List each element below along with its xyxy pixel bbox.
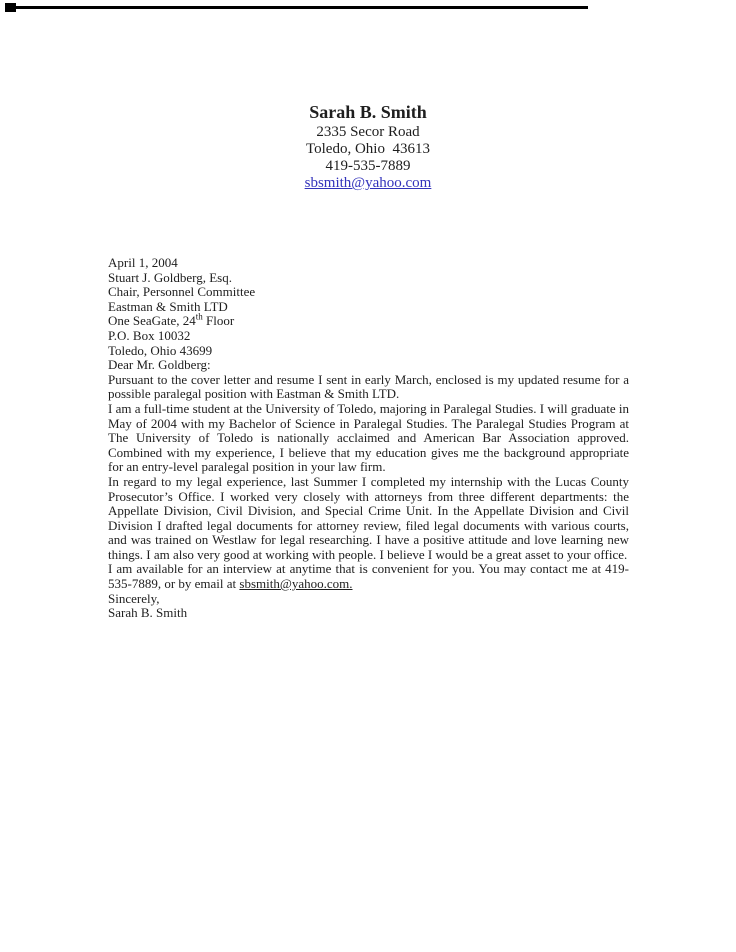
salutation: Dear Mr. Goldberg:: [108, 357, 211, 373]
contact-email-link[interactable]: sbsmith@yahoo.com.: [239, 576, 353, 592]
sender-city-state-zip: Toledo, Ohio 43613: [306, 141, 430, 157]
scan-artifact-line: [8, 6, 588, 9]
sender-street: 2335 Secor Road: [316, 124, 420, 140]
paragraph-4-text: I am available for an interview at anytime that is convenient for you. You may contact me at 419-535-7889, or by email at: [108, 561, 629, 592]
paragraph-4: [108, 562, 629, 591]
sender-name: Sarah B. Smith: [309, 102, 427, 122]
paragraph-3: In regard to my legal experience, last Summer I completed my internship with the Lucas County Prosecutor’s Office. I worked very closely with attorneys from three different departments: the Appellate Division, Civil Division, and Special Crime Unit. In the Appellate Division and Civil Division I drafted legal documents for attorney review, filed legal documents with various courts, and was trained on Westlaw for legal researching. I have a positive attitude and love learning new things. I am also very good at working with people. I believe I would be a great asset to your office.: [108, 473, 629, 562]
signature-name: Sarah B. Smith: [108, 605, 188, 621]
letter-date: April 1, 2004: [108, 255, 178, 270]
recipient-city-state-zip: Toledo, Ohio 43699: [108, 342, 213, 358]
ordinal-superscript: th: [195, 312, 203, 323]
letterhead: [0, 102, 736, 192]
recipient-company: Eastman & Smith LTD: [108, 298, 228, 314]
recipient-pobox: P.O. Box 10032: [108, 327, 191, 343]
paragraph-2: I am a full-time student at the University of Toledo, majoring in Paralegal Studies. I will graduate in May of 2004 with my Bachelor of Science in Paralegal Studies. The Paralegal Studies Program at The University of Toledo is nationally acclaimed and American Bar Association approved. Combined with my experience, I believe that my education gives me the background appropriate for an entry-level paralegal position in your law firm.: [108, 400, 629, 475]
recipient-address-block: [108, 271, 629, 359]
letter-body: [108, 256, 629, 621]
paragraph-1: Pursuant to the cover letter and resume I sent in early March, enclosed is my updated resume for a possible paralegal position with Eastman & Smith LTD.: [108, 371, 629, 402]
recipient-street: One SeaGate, 24th Floor: [108, 312, 235, 329]
sender-phone: 419-535-7889: [325, 158, 411, 174]
sender-email-link[interactable]: sbsmith@yahoo.com: [304, 175, 432, 191]
recipient-title: Chair, Personnel Committee: [108, 284, 256, 300]
closing: Sincerely,: [108, 590, 160, 606]
recipient-name: Stuart J. Goldberg, Esq.: [108, 269, 232, 285]
